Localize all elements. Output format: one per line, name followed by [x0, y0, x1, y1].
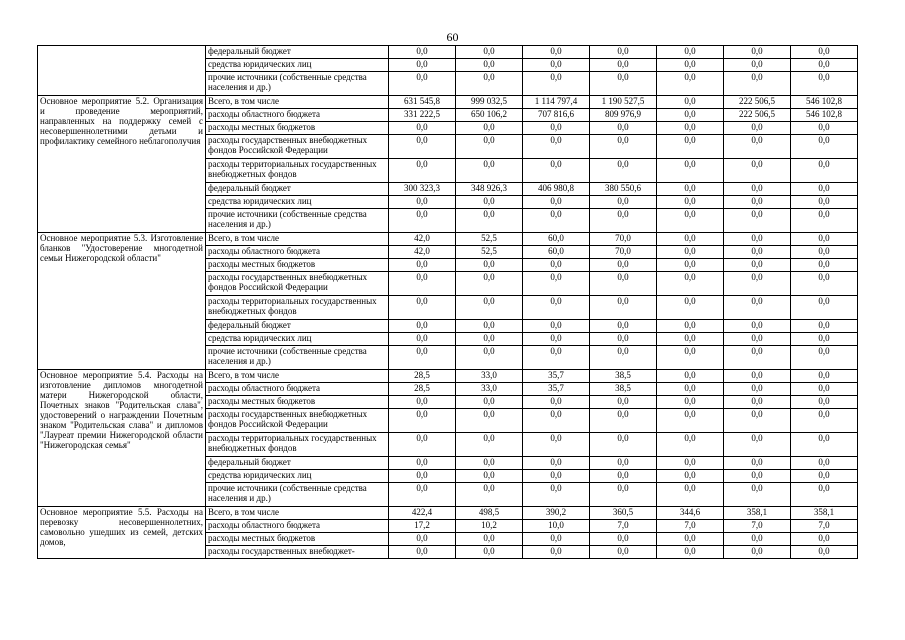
- funding-source-cell: расходы местных бюджетов: [206, 533, 389, 546]
- amount-cell: 0,0: [657, 59, 724, 72]
- funding-source-cell: средства юридических лиц: [206, 196, 389, 209]
- amount-cell: 0,0: [791, 546, 858, 559]
- amount-cell: 0,0: [523, 533, 590, 546]
- amount-cell: 0,0: [657, 122, 724, 135]
- amount-cell: 0,0: [523, 272, 590, 296]
- funding-source-cell: средства юридических лиц: [206, 333, 389, 346]
- amount-cell: 1 190 527,5: [590, 96, 657, 109]
- amount-cell: 0,0: [791, 370, 858, 383]
- funding-source-cell: средства юридических лиц: [206, 470, 389, 483]
- amount-cell: 7,0: [590, 520, 657, 533]
- amount-cell: 344,6: [657, 507, 724, 520]
- amount-cell: 33,0: [456, 370, 523, 383]
- amount-cell: 0,0: [389, 272, 456, 296]
- amount-cell: 0,0: [590, 72, 657, 96]
- amount-cell: 10,0: [523, 520, 590, 533]
- activity-cell: Основное мероприятие 5.4. Расходы на изготовление дипломов многодетной матери Нижегородской области, Почетных знаков "Родительская слава", удостоверений о награждении Почетным знаком "Родительская слава" и дипломов "Лауреат премии Нижегородской области "Нижегородская семья": [38, 370, 206, 507]
- amount-cell: 0,0: [724, 272, 791, 296]
- amount-cell: 0,0: [724, 320, 791, 333]
- amount-cell: 0,0: [389, 209, 456, 233]
- amount-cell: 0,0: [724, 135, 791, 159]
- amount-cell: 650 106,2: [456, 109, 523, 122]
- amount-cell: 422,4: [389, 507, 456, 520]
- amount-cell: 0,0: [590, 135, 657, 159]
- funding-source-cell: расходы территориальных государственных внебюджетных фондов: [206, 296, 389, 320]
- amount-cell: 52,5: [456, 246, 523, 259]
- amount-cell: 28,5: [389, 370, 456, 383]
- amount-cell: 0,0: [456, 333, 523, 346]
- amount-cell: 0,0: [724, 46, 791, 59]
- amount-cell: 0,0: [724, 533, 791, 546]
- amount-cell: 0,0: [523, 135, 590, 159]
- amount-cell: 7,0: [724, 520, 791, 533]
- amount-cell: 0,0: [791, 483, 858, 507]
- amount-cell: 0,0: [523, 159, 590, 183]
- amount-cell: 0,0: [724, 546, 791, 559]
- amount-cell: 0,0: [389, 433, 456, 457]
- amount-cell: 222 506,5: [724, 109, 791, 122]
- amount-cell: 0,0: [456, 159, 523, 183]
- funding-source-cell: прочие источники (собственные средства населения и др.): [206, 209, 389, 233]
- amount-cell: 0,0: [523, 546, 590, 559]
- amount-cell: 0,0: [389, 533, 456, 546]
- table-row: [38, 233, 858, 246]
- amount-cell: 0,0: [657, 233, 724, 246]
- amount-cell: 0,0: [791, 183, 858, 196]
- amount-cell: 0,0: [657, 370, 724, 383]
- amount-cell: 0,0: [523, 296, 590, 320]
- amount-cell: 0,0: [657, 396, 724, 409]
- amount-cell: 0,0: [724, 183, 791, 196]
- amount-cell: 0,0: [590, 272, 657, 296]
- funding-source-cell: Всего, в том числе: [206, 507, 389, 520]
- amount-cell: 358,1: [724, 507, 791, 520]
- amount-cell: 0,0: [657, 470, 724, 483]
- amount-cell: 0,0: [590, 457, 657, 470]
- funding-source-cell: федеральный бюджет: [206, 183, 389, 196]
- amount-cell: 0,0: [523, 59, 590, 72]
- amount-cell: 0,0: [590, 396, 657, 409]
- funding-source-cell: расходы территориальных государственных внебюджетных фондов: [206, 159, 389, 183]
- amount-cell: 707 816,6: [523, 109, 590, 122]
- amount-cell: 0,0: [389, 122, 456, 135]
- amount-cell: 35,7: [523, 370, 590, 383]
- amount-cell: 0,0: [791, 320, 858, 333]
- amount-cell: 0,0: [791, 46, 858, 59]
- amount-cell: 546 102,8: [791, 109, 858, 122]
- amount-cell: 0,0: [389, 296, 456, 320]
- amount-cell: 0,0: [456, 272, 523, 296]
- amount-cell: 0,0: [523, 72, 590, 96]
- amount-cell: 0,0: [724, 409, 791, 433]
- amount-cell: 0,0: [791, 233, 858, 246]
- funding-source-cell: прочие источники (собственные средства населения и др.): [206, 72, 389, 96]
- amount-cell: 0,0: [523, 122, 590, 135]
- activity-cell: Основное мероприятие 5.2. Организация и проведение мероприятий, направленных на поддержку семей с несовершеннолетними детьми и профилактику семейного неблагополучия: [38, 96, 206, 233]
- amount-cell: 0,0: [456, 135, 523, 159]
- amount-cell: 0,0: [456, 546, 523, 559]
- amount-cell: 0,0: [791, 246, 858, 259]
- amount-cell: 60,0: [523, 233, 590, 246]
- amount-cell: 0,0: [791, 346, 858, 370]
- amount-cell: 10,2: [456, 520, 523, 533]
- activity-cell: Основное мероприятие 5.3. Изготовление бланков "Удостоверение многодетной семьи Нижегородской области": [38, 233, 206, 370]
- amount-cell: 0,0: [657, 259, 724, 272]
- amount-cell: 0,0: [657, 72, 724, 96]
- amount-cell: 0,0: [523, 396, 590, 409]
- amount-cell: 0,0: [523, 209, 590, 233]
- amount-cell: 0,0: [590, 46, 657, 59]
- amount-cell: 0,0: [791, 470, 858, 483]
- funding-source-cell: Всего, в том числе: [206, 96, 389, 109]
- table-row: [38, 96, 858, 109]
- amount-cell: 0,0: [791, 409, 858, 433]
- funding-source-cell: расходы государственных внебюджетных фондов Российской Федерации: [206, 272, 389, 296]
- amount-cell: 0,0: [724, 470, 791, 483]
- table-row: [38, 507, 858, 520]
- amount-cell: 0,0: [523, 483, 590, 507]
- amount-cell: 0,0: [724, 233, 791, 246]
- amount-cell: 0,0: [724, 122, 791, 135]
- amount-cell: 0,0: [657, 457, 724, 470]
- funding-source-cell: расходы местных бюджетов: [206, 259, 389, 272]
- amount-cell: 0,0: [657, 546, 724, 559]
- amount-cell: 0,0: [456, 72, 523, 96]
- amount-cell: 33,0: [456, 383, 523, 396]
- amount-cell: 60,0: [523, 246, 590, 259]
- amount-cell: 0,0: [724, 457, 791, 470]
- funding-source-cell: расходы государственных внебюджетных фондов Российской Федерации: [206, 135, 389, 159]
- amount-cell: 0,0: [389, 72, 456, 96]
- table-row: [38, 370, 858, 383]
- amount-cell: 0,0: [523, 196, 590, 209]
- amount-cell: 0,0: [791, 333, 858, 346]
- amount-cell: 0,0: [389, 483, 456, 507]
- amount-cell: 0,0: [657, 333, 724, 346]
- amount-cell: 38,5: [590, 370, 657, 383]
- amount-cell: 0,0: [724, 396, 791, 409]
- amount-cell: 0,0: [724, 383, 791, 396]
- amount-cell: 0,0: [791, 122, 858, 135]
- amount-cell: 0,0: [590, 122, 657, 135]
- amount-cell: 0,0: [389, 320, 456, 333]
- amount-cell: 42,0: [389, 233, 456, 246]
- amount-cell: 0,0: [523, 46, 590, 59]
- funding-source-cell: Всего, в том числе: [206, 233, 389, 246]
- amount-cell: 0,0: [523, 259, 590, 272]
- amount-cell: 358,1: [791, 507, 858, 520]
- amount-cell: 52,5: [456, 233, 523, 246]
- amount-cell: 0,0: [389, 159, 456, 183]
- amount-cell: 42,0: [389, 246, 456, 259]
- amount-cell: 0,0: [791, 296, 858, 320]
- amount-cell: 390,2: [523, 507, 590, 520]
- amount-cell: 348 926,3: [456, 183, 523, 196]
- table-row: [38, 46, 858, 59]
- amount-cell: 0,0: [724, 333, 791, 346]
- funding-source-cell: федеральный бюджет: [206, 46, 389, 59]
- amount-cell: 0,0: [724, 296, 791, 320]
- amount-cell: 0,0: [724, 433, 791, 457]
- amount-cell: 0,0: [590, 296, 657, 320]
- amount-cell: 0,0: [389, 409, 456, 433]
- funding-source-cell: Всего, в том числе: [206, 370, 389, 383]
- page-number: 60: [446, 30, 459, 44]
- amount-cell: 0,0: [724, 246, 791, 259]
- amount-cell: 0,0: [523, 433, 590, 457]
- funding-source-cell: федеральный бюджет: [206, 457, 389, 470]
- amount-cell: 0,0: [389, 333, 456, 346]
- amount-cell: 0,0: [657, 383, 724, 396]
- funding-source-cell: расходы государственных внебюджет-: [206, 546, 389, 559]
- amount-cell: 0,0: [456, 409, 523, 433]
- amount-cell: 7,0: [791, 520, 858, 533]
- amount-cell: 0,0: [523, 409, 590, 433]
- amount-cell: 0,0: [456, 59, 523, 72]
- amount-cell: 0,0: [590, 483, 657, 507]
- amount-cell: 222 506,5: [724, 96, 791, 109]
- funding-source-cell: расходы областного бюджета: [206, 520, 389, 533]
- amount-cell: 0,0: [657, 433, 724, 457]
- amount-cell: 0,0: [456, 296, 523, 320]
- amount-cell: 0,0: [657, 209, 724, 233]
- amount-cell: 0,0: [389, 470, 456, 483]
- amount-cell: 0,0: [657, 409, 724, 433]
- amount-cell: 0,0: [590, 59, 657, 72]
- amount-cell: 0,0: [791, 433, 858, 457]
- amount-cell: 0,0: [657, 346, 724, 370]
- funding-source-cell: федеральный бюджет: [206, 320, 389, 333]
- funding-source-cell: расходы областного бюджета: [206, 246, 389, 259]
- amount-cell: 0,0: [389, 196, 456, 209]
- amount-cell: 0,0: [724, 346, 791, 370]
- amount-cell: 0,0: [389, 546, 456, 559]
- amount-cell: 0,0: [590, 533, 657, 546]
- amount-cell: 0,0: [791, 383, 858, 396]
- amount-cell: 0,0: [456, 209, 523, 233]
- amount-cell: 0,0: [456, 320, 523, 333]
- amount-cell: 0,0: [657, 135, 724, 159]
- amount-cell: 0,0: [523, 346, 590, 370]
- amount-cell: 0,0: [791, 196, 858, 209]
- amount-cell: 28,5: [389, 383, 456, 396]
- funding-source-cell: прочие источники (собственные средства населения и др.): [206, 346, 389, 370]
- amount-cell: 0,0: [523, 333, 590, 346]
- activity-cell: [38, 46, 206, 96]
- amount-cell: 0,0: [791, 457, 858, 470]
- funding-source-cell: расходы областного бюджета: [206, 383, 389, 396]
- amount-cell: 0,0: [657, 483, 724, 507]
- amount-cell: 0,0: [791, 209, 858, 233]
- amount-cell: 0,0: [590, 346, 657, 370]
- amount-cell: 0,0: [456, 483, 523, 507]
- amount-cell: 0,0: [590, 546, 657, 559]
- funding-source-cell: расходы местных бюджетов: [206, 396, 389, 409]
- amount-cell: 0,0: [456, 533, 523, 546]
- amount-cell: 35,7: [523, 383, 590, 396]
- amount-cell: 0,0: [657, 320, 724, 333]
- amount-cell: 38,5: [590, 383, 657, 396]
- amount-cell: 0,0: [657, 246, 724, 259]
- funding-source-cell: расходы областного бюджета: [206, 109, 389, 122]
- funding-source-cell: расходы местных бюджетов: [206, 122, 389, 135]
- amount-cell: 809 976,9: [590, 109, 657, 122]
- amount-cell: 0,0: [590, 433, 657, 457]
- amount-cell: 0,0: [724, 370, 791, 383]
- amount-cell: 7,0: [657, 520, 724, 533]
- amount-cell: 0,0: [724, 59, 791, 72]
- amount-cell: 0,0: [590, 470, 657, 483]
- amount-cell: 999 032,5: [456, 96, 523, 109]
- amount-cell: 0,0: [389, 46, 456, 59]
- amount-cell: 70,0: [590, 233, 657, 246]
- amount-cell: 0,0: [389, 396, 456, 409]
- amount-cell: 0,0: [389, 457, 456, 470]
- amount-cell: 0,0: [590, 333, 657, 346]
- amount-cell: 0,0: [791, 272, 858, 296]
- budget-table: [37, 45, 858, 559]
- amount-cell: 0,0: [724, 483, 791, 507]
- amount-cell: 0,0: [657, 183, 724, 196]
- amount-cell: 631 545,8: [389, 96, 456, 109]
- amount-cell: 0,0: [590, 209, 657, 233]
- amount-cell: 0,0: [657, 109, 724, 122]
- amount-cell: 0,0: [791, 72, 858, 96]
- amount-cell: 0,0: [456, 396, 523, 409]
- funding-source-cell: прочие источники (собственные средства населения и др.): [206, 483, 389, 507]
- amount-cell: 0,0: [523, 320, 590, 333]
- amount-cell: 331 222,5: [389, 109, 456, 122]
- amount-cell: 0,0: [657, 272, 724, 296]
- funding-source-cell: средства юридических лиц: [206, 59, 389, 72]
- amount-cell: 0,0: [791, 259, 858, 272]
- amount-cell: 0,0: [456, 196, 523, 209]
- amount-cell: 0,0: [724, 72, 791, 96]
- amount-cell: 0,0: [724, 159, 791, 183]
- amount-cell: 406 980,8: [523, 183, 590, 196]
- funding-source-cell: расходы территориальных государственных внебюджетных фондов: [206, 433, 389, 457]
- amount-cell: 0,0: [657, 96, 724, 109]
- amount-cell: 17,2: [389, 520, 456, 533]
- amount-cell: 0,0: [523, 470, 590, 483]
- amount-cell: 0,0: [791, 396, 858, 409]
- amount-cell: 0,0: [456, 46, 523, 59]
- amount-cell: 0,0: [456, 259, 523, 272]
- amount-cell: 0,0: [791, 135, 858, 159]
- amount-cell: 70,0: [590, 246, 657, 259]
- amount-cell: 498,5: [456, 507, 523, 520]
- amount-cell: 0,0: [389, 135, 456, 159]
- amount-cell: 0,0: [791, 533, 858, 546]
- amount-cell: 0,0: [456, 122, 523, 135]
- amount-cell: 0,0: [456, 470, 523, 483]
- amount-cell: 0,0: [523, 457, 590, 470]
- amount-cell: 0,0: [590, 159, 657, 183]
- amount-cell: 0,0: [590, 320, 657, 333]
- amount-cell: 0,0: [657, 46, 724, 59]
- amount-cell: 0,0: [590, 409, 657, 433]
- amount-cell: 0,0: [724, 209, 791, 233]
- amount-cell: 0,0: [724, 196, 791, 209]
- amount-cell: 0,0: [389, 259, 456, 272]
- amount-cell: 0,0: [657, 159, 724, 183]
- amount-cell: 0,0: [389, 346, 456, 370]
- amount-cell: 300 323,3: [389, 183, 456, 196]
- amount-cell: 0,0: [590, 196, 657, 209]
- amount-cell: 0,0: [791, 59, 858, 72]
- amount-cell: 0,0: [590, 259, 657, 272]
- amount-cell: 0,0: [791, 159, 858, 183]
- amount-cell: 0,0: [456, 433, 523, 457]
- amount-cell: 360,5: [590, 507, 657, 520]
- amount-cell: 0,0: [389, 59, 456, 72]
- amount-cell: 1 114 797,4: [523, 96, 590, 109]
- amount-cell: 0,0: [657, 196, 724, 209]
- amount-cell: 0,0: [657, 296, 724, 320]
- amount-cell: 0,0: [456, 457, 523, 470]
- amount-cell: 0,0: [657, 533, 724, 546]
- activity-cell: Основное мероприятие 5.5. Расходы на перевозку несовершеннолетних, самовольно ушедших из семей, детских домов,: [38, 507, 206, 559]
- amount-cell: 380 550,6: [590, 183, 657, 196]
- amount-cell: 0,0: [456, 346, 523, 370]
- amount-cell: 546 102,8: [791, 96, 858, 109]
- funding-source-cell: расходы государственных внебюджетных фондов Российской Федерации: [206, 409, 389, 433]
- amount-cell: 0,0: [724, 259, 791, 272]
